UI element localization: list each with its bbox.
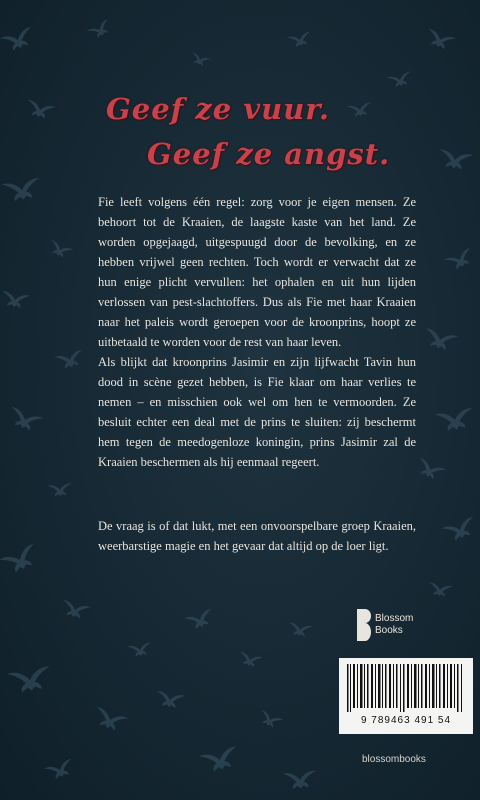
isbn-barcode — [339, 658, 473, 734]
isbn-number: 9 789463 491 54 — [360, 715, 452, 726]
blurb-paragraph-3: De vraag is of dat lukt, met een onvoorspelbare groep Kraaien, weerbarstige magie en het gevaar dat altijd op de loer ligt. — [98, 519, 416, 553]
blurb-paragraph-1: Fie leeft volgens één regel: zorg voor je eigen mensen. Ze behoort tot de Kraaien, de laagste kaste van het land. Ze worden opgejaagd, uitgespuugd door de bevolking, en ze hebben vrijwel geen rechten. Toch wordt er verwacht dat ze hun enige plicht vervullen: het ophalen en uit hun lijden verlossen van pest-slachtoffers. Dus als Fie met haar Kraaien naar het paleis wordt geroepen voor de kroonprins, hoopt ze uitbetaald te worden voor de rest van haar leven. — [98, 195, 416, 349]
publisher-logo — [357, 609, 437, 643]
tagline-line-2: Geef ze angst. — [147, 137, 391, 171]
publisher-website[interactable]: blossombooks — [362, 754, 426, 765]
blurb-paragraph-2: Als blijkt dat kroonprins Jasimir en zijn lijfwacht Tavin hun dood in scène gezet hebben, is Fie klaar om haar verlies te nemen – en misschien ook wel om hen te vermoorden. Ze besluit echter een deal met de prins te sluiten: zij beschermt hem tegen de meedogenloze koningin, prins Jasimir zal de Kraaien beschermen als hij eenmaal regeert. — [98, 355, 416, 469]
barcode-icon — [345, 664, 465, 712]
publisher-name: Blossom Books — [375, 613, 414, 636]
blossom-logo-icon — [357, 609, 371, 641]
tagline-line-1: Geef ze vuur. — [106, 92, 330, 126]
